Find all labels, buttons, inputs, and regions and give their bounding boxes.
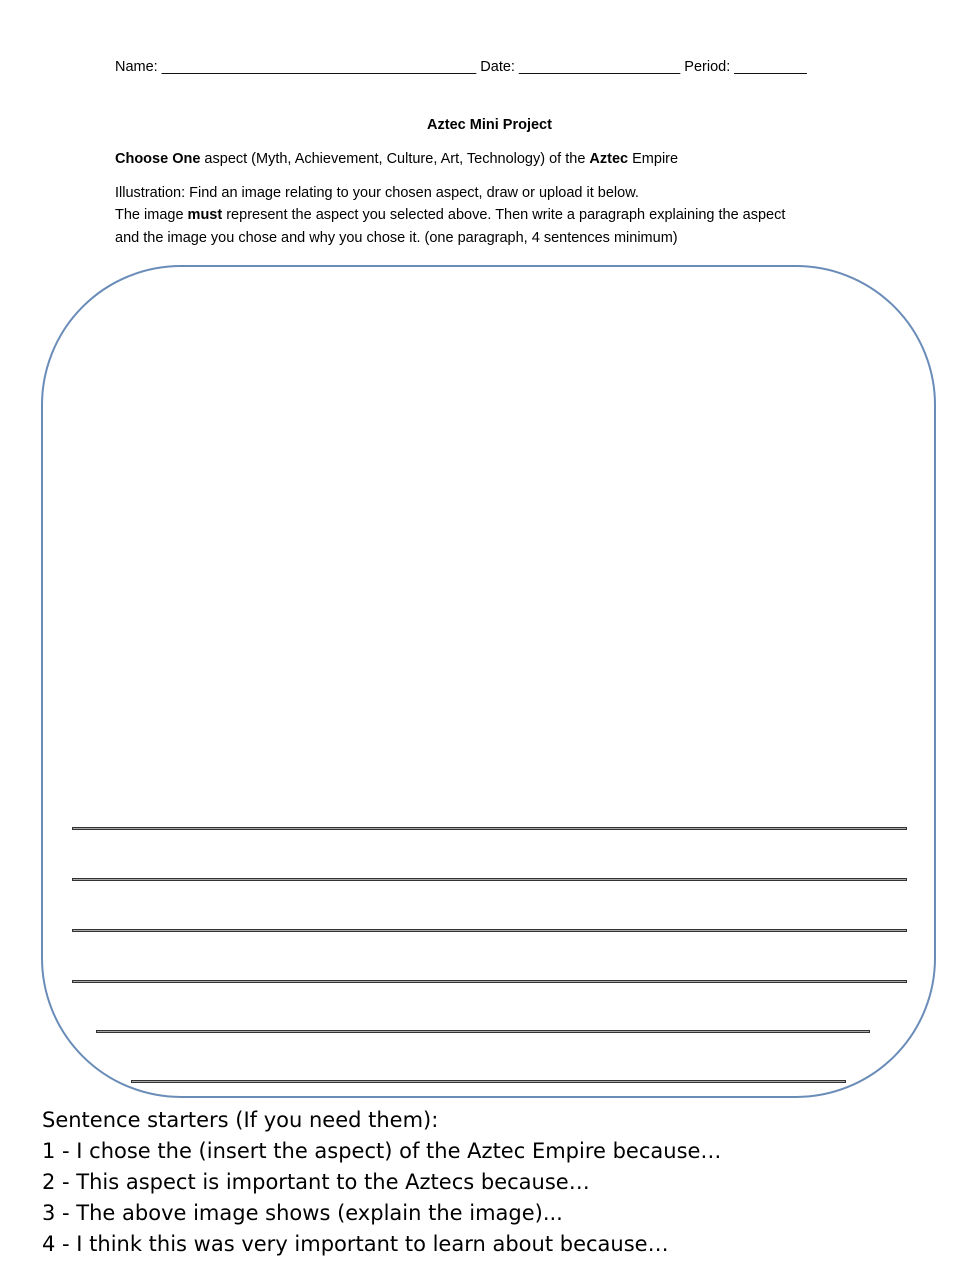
date-field[interactable]: Date: ____________________ xyxy=(480,59,681,75)
writing-line[interactable] xyxy=(72,878,907,881)
illustration-box[interactable] xyxy=(41,265,936,1098)
header-fields xyxy=(115,59,875,75)
illustration-instruction: Illustration: Find an image relating to your chosen aspect, draw or upload it below. xyxy=(115,185,639,201)
writing-line[interactable] xyxy=(131,1080,846,1083)
writing-line[interactable] xyxy=(72,827,907,830)
starter-item: 2 - This aspect is important to the Aztecs because… xyxy=(42,1170,590,1194)
period-field[interactable]: Period: _________ xyxy=(684,59,807,75)
starter-item: 1 - I chose the (insert the aspect) of the Aztec Empire because… xyxy=(42,1139,722,1163)
writing-line[interactable] xyxy=(72,980,907,983)
page-title: Aztec Mini Project xyxy=(427,117,552,133)
sentence-starters xyxy=(42,1105,942,1260)
writing-line[interactable] xyxy=(72,929,907,932)
image-instruction-continued: and the image you chose and why you chose it. (one paragraph, 4 sentences minimum) xyxy=(115,230,678,246)
name-field[interactable]: Name: _______________________________________ xyxy=(115,59,477,75)
choose-instruction: Choose One aspect (Myth, Achievement, Culture, Art, Technology) of the Aztec Empire xyxy=(115,151,679,167)
image-instruction: The image must represent the aspect you selected above. Then write a paragraph explaining the aspect xyxy=(115,207,786,223)
starters-heading: Sentence starters (If you need them): xyxy=(42,1108,439,1132)
starter-item: 3 - The above image shows (explain the image)... xyxy=(42,1201,563,1225)
writing-line[interactable] xyxy=(96,1030,870,1033)
starter-item: 4 - I think this was very important to learn about because… xyxy=(42,1232,669,1256)
